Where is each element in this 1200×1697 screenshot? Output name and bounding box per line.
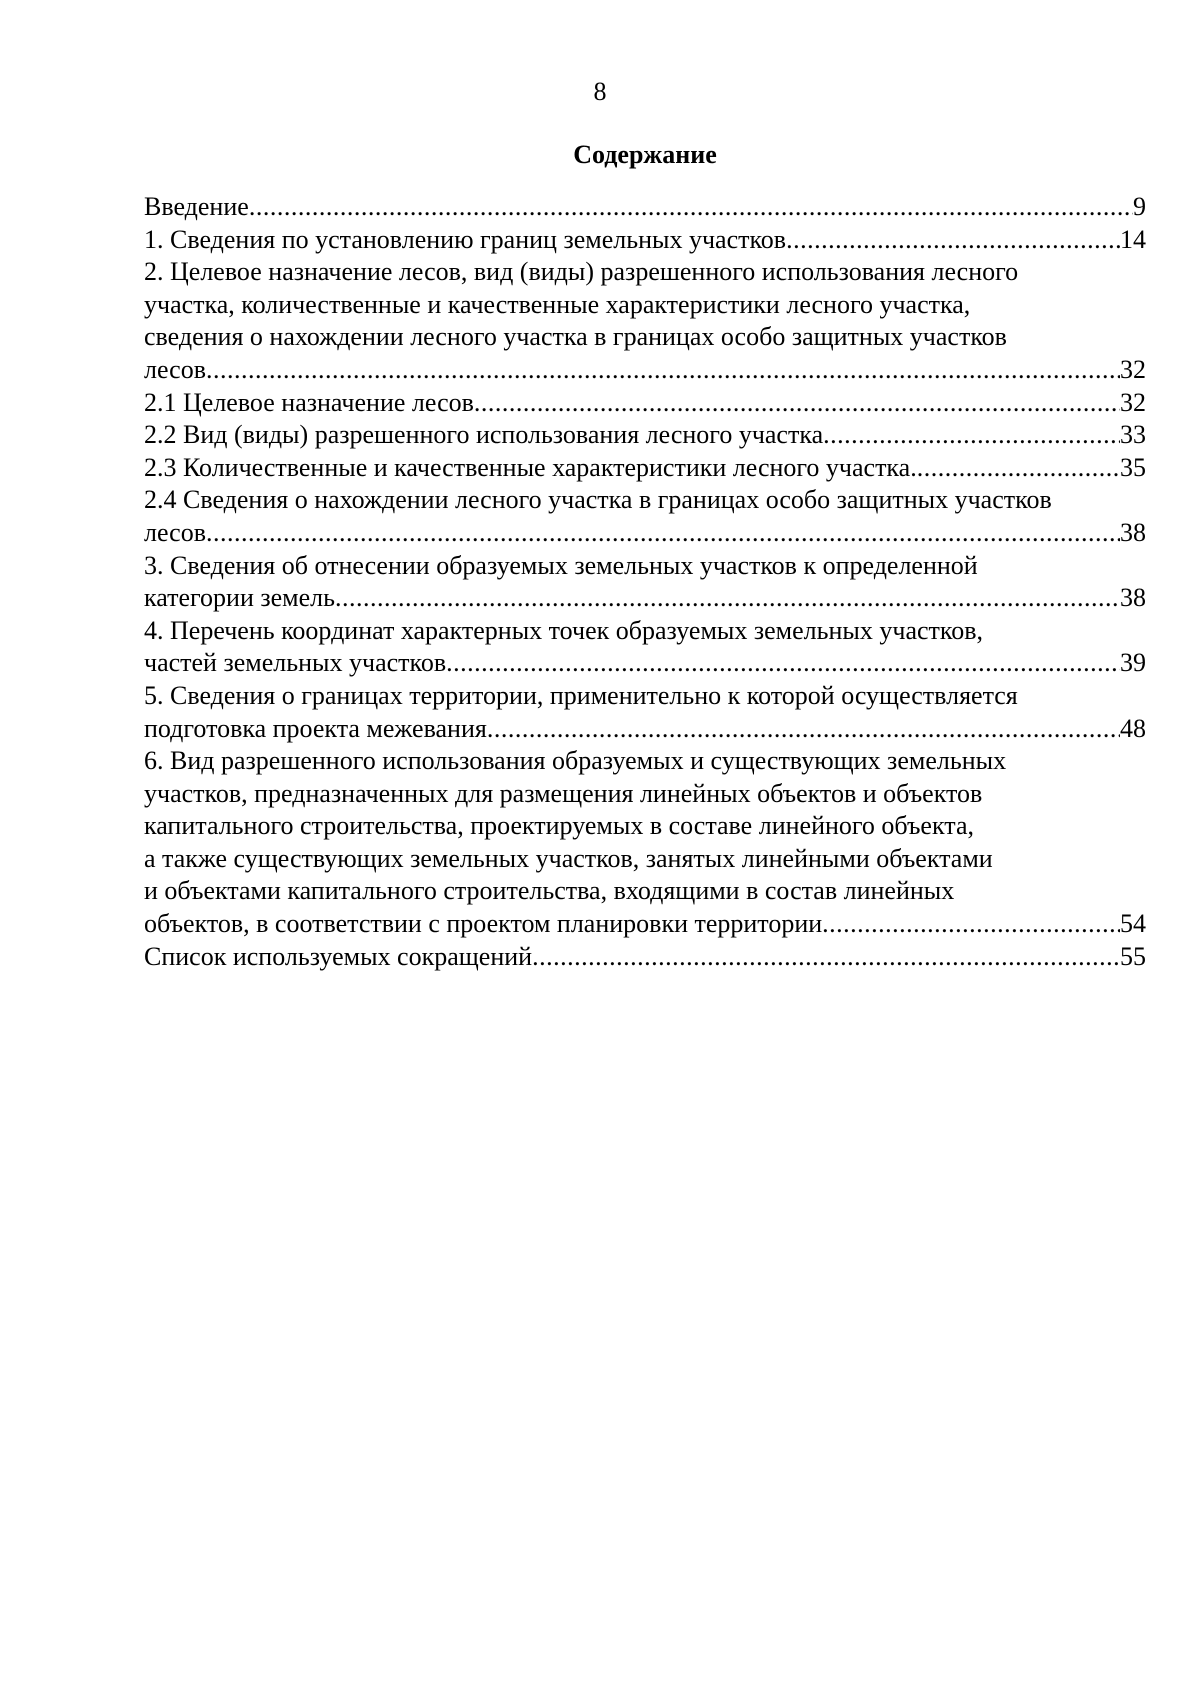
toc-page-number: 14 xyxy=(1120,224,1146,254)
toc-page-number: 38 xyxy=(1120,583,1146,613)
toc-entry-line: 5. Сведения о границах территории, применительно к которой осуществляется xyxy=(144,680,1018,710)
toc-page-number: 32 xyxy=(1120,387,1146,417)
toc-entry-line: 2.4 Сведения о нахождении лесного участка в границах особо защитных участков xyxy=(144,485,1052,515)
toc-entry[interactable] xyxy=(144,745,1146,941)
toc-entry[interactable] xyxy=(144,191,1146,224)
toc-entry[interactable] xyxy=(144,452,1146,485)
dot-leader xyxy=(532,941,1120,974)
toc-entry-line: категории земель xyxy=(144,583,335,613)
toc-entry-line: 2.3 Количественные и качественные характеристики лесного участка. xyxy=(144,452,917,482)
table-of-contents xyxy=(144,191,1146,973)
toc-entry-last-line xyxy=(144,647,1146,680)
dot-leader xyxy=(822,908,1120,941)
toc-page-number: 54 xyxy=(1120,909,1146,939)
toc-entry-line: 6. Вид разрешенного использования образуемых и существующих земельных xyxy=(144,746,1007,776)
page-number: 8 xyxy=(593,77,607,106)
toc-entry-last-line xyxy=(144,941,1146,974)
toc-entry[interactable] xyxy=(144,550,1146,615)
toc-entry-last-line xyxy=(144,452,1146,485)
toc-entry-last-line xyxy=(144,191,1146,224)
toc-entry-line: Введение xyxy=(144,192,249,221)
toc-page-number: 39 xyxy=(1120,648,1146,678)
dot-leader xyxy=(823,419,1120,452)
toc-entry-last-line xyxy=(144,224,1146,257)
toc-entry[interactable] xyxy=(144,680,1146,745)
toc-entry-line: 2.1 Целевое назначение лесов xyxy=(144,387,474,417)
dot-leader xyxy=(249,191,1133,224)
toc-entry[interactable] xyxy=(144,484,1146,549)
toc-page-number: 48 xyxy=(1120,713,1146,743)
dot-leader xyxy=(786,224,1120,257)
toc-entry-last-line xyxy=(144,713,1146,746)
toc-page-number: 38 xyxy=(1120,517,1146,547)
toc-entry-line: 4. Перечень координат характерных точек образуемых земельных участков, xyxy=(144,615,983,645)
toc-entry[interactable] xyxy=(144,419,1146,452)
toc-entry-line: лесов xyxy=(144,354,206,384)
dot-leader xyxy=(474,387,1120,420)
toc-entry-last-line xyxy=(144,387,1146,420)
dot-leader xyxy=(917,452,1120,485)
toc-entry-line: объектов, в соответствии с проектом планировки территории xyxy=(144,909,823,939)
toc-entry-line: капитального строительства, проектируемых в составе линейного объекта, xyxy=(144,811,974,841)
dot-leader xyxy=(206,517,1120,550)
toc-entry-last-line xyxy=(144,908,1146,941)
dot-leader xyxy=(335,582,1120,615)
toc-entry-line: 1. Сведения по установлению границ земельных участков xyxy=(144,224,787,254)
toc-page-number: 55 xyxy=(1120,941,1146,971)
toc-page-number: 32 xyxy=(1120,354,1146,384)
toc-entry[interactable] xyxy=(144,224,1146,257)
toc-entry[interactable] xyxy=(144,941,1146,974)
toc-entry-line: Список используемых сокращений xyxy=(144,941,533,971)
dot-leader xyxy=(446,647,1120,680)
toc-entry-last-line xyxy=(144,354,1146,387)
toc-entry-line: участков, предназначенных для размещения линейных объектов и объектов xyxy=(144,778,983,808)
toc-page-number: 33 xyxy=(1120,420,1146,450)
toc-entry-line: 2. Целевое назначение лесов, вид (виды) разрешенного использования лесного xyxy=(144,257,1019,287)
toc-entry-line: а также существующих земельных участков, занятых линейными объектами xyxy=(144,843,993,873)
toc-entry[interactable] xyxy=(144,256,1146,386)
toc-page-number: 9 xyxy=(1133,192,1146,221)
toc-entry-line: подготовка проекта межевания xyxy=(144,713,487,743)
dot-leader xyxy=(206,354,1120,387)
toc-entry-line: частей земельных участков xyxy=(144,648,447,678)
toc-title: Содержание xyxy=(573,140,717,169)
toc-entry-line: участка, количественные и качественные характеристики лесного участка, xyxy=(144,289,971,319)
toc-entry-line: лесов xyxy=(144,517,206,547)
toc-entry-last-line xyxy=(144,582,1146,615)
toc-entry-line: и объектами капитального строительства, входящими в состав линейных xyxy=(144,876,955,906)
toc-entry-line: 3. Сведения об отнесении образуемых земельных участков к определенной xyxy=(144,550,978,580)
toc-entry[interactable] xyxy=(144,615,1146,680)
toc-entry-line: 2.2 Вид (виды) разрешенного использования лесного участка xyxy=(144,420,824,450)
toc-entry[interactable] xyxy=(144,387,1146,420)
dot-leader xyxy=(487,713,1120,746)
toc-page-number: 35 xyxy=(1120,452,1146,482)
toc-entry-line: сведения о нахождении лесного участка в границах особо защитных участков xyxy=(144,322,1007,352)
toc-entry-last-line xyxy=(144,419,1146,452)
toc-entry-last-line xyxy=(144,517,1146,550)
